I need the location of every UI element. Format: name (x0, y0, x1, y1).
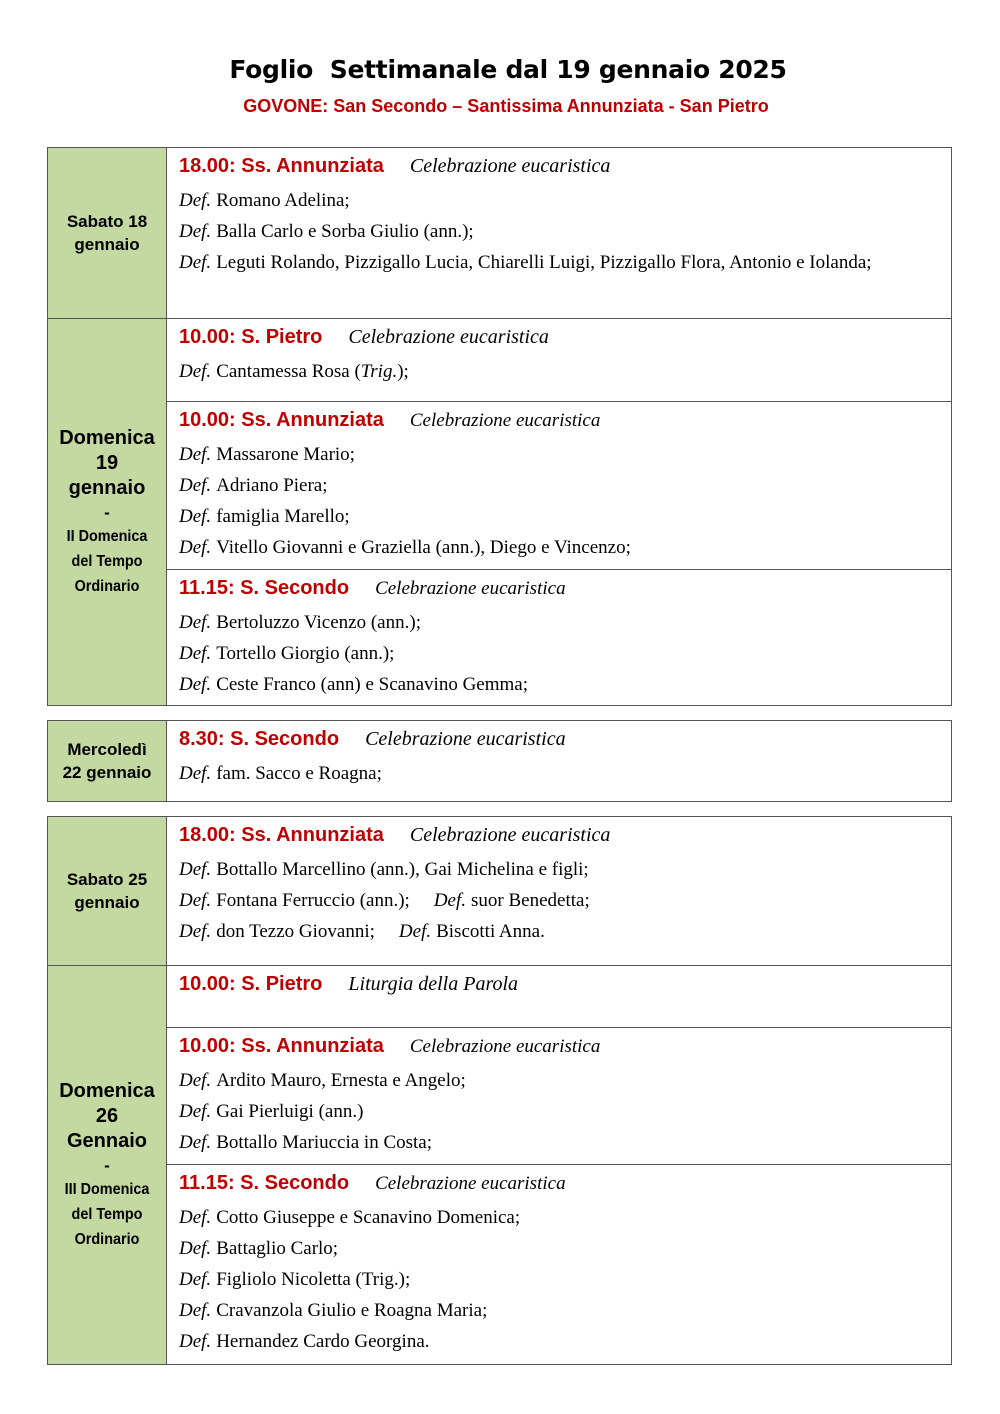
mass-time: 18.00: Ss. Annunziata (179, 824, 384, 846)
intention-line: Def. Bottallo Marcellino (ann.), Gai Michelina e figli; (179, 859, 589, 880)
intention-line: Def. Fontana Ferruccio (ann.); Def. suor Benedetta; (179, 890, 590, 911)
mass-time: 10.00: Ss. Annunziata (179, 409, 384, 431)
mass-rite: Celebrazione eucaristica (409, 410, 601, 431)
intention-line: Def. Battaglio Carlo; (179, 1238, 339, 1259)
schedule-row-sat18 (48, 148, 952, 319)
mass-rite: Celebrazione eucaristica (375, 578, 566, 599)
mass-time: 10.00: S. Pietro (179, 973, 323, 995)
mass-rite: Celebrazione eucaristica (409, 1036, 601, 1057)
intention-line: Def. Cantamessa Rosa (Trig.); (179, 361, 409, 382)
mass-rite: Celebrazione eucaristica (348, 326, 549, 348)
schedule-row-sun26-a (48, 966, 952, 1028)
intention-line: Def. Cotto Giuseppe e Scanavino Domenica; (179, 1207, 521, 1228)
mass-time: 18.00: Ss. Annunziata (179, 155, 384, 177)
mass-entry (167, 966, 952, 1028)
schedule-row-sun19-b (48, 402, 952, 570)
mass-entry (167, 402, 952, 570)
mass-rite: Celebrazione eucaristica (409, 155, 611, 177)
mass-entry (167, 148, 952, 319)
subtitle-churches: : San Secondo – Santissima Annunziata - San Pietro (322, 96, 769, 116)
intention-line: Def. Balla Carlo e Sorba Giulio (ann.); (179, 221, 474, 242)
day-cell-wed22: Mercoledì 22 gennaio (48, 721, 167, 802)
mass-entry (167, 1165, 952, 1365)
mass-rite: Celebrazione eucaristica (365, 728, 566, 750)
mass-entry (167, 817, 952, 966)
mass-time: 11.15: S. Secondo (179, 577, 350, 599)
intention-line: Def. Cravanzola Giulio e Roagna Maria; (179, 1300, 488, 1321)
intention-line: Def. Romano Adelina; (179, 190, 350, 211)
schedule-row-wed22 (48, 721, 952, 802)
mass-rite: Celebrazione eucaristica (409, 824, 611, 846)
day-cell-sun26: Domenica 26 Gennaio - III Domenica del Tempo Ordinario (48, 966, 167, 1365)
schedule-row-sun19-a (48, 319, 952, 402)
schedule-row-sun26-b (48, 1028, 952, 1165)
intention-line: Def. famiglia Marello; (179, 506, 350, 527)
intention-line: Def. Bertoluzzo Vicenzo (ann.); (179, 612, 421, 633)
intention-line: Def. Hernandez Cardo Georgina. (179, 1331, 430, 1352)
intention-line: Def. Figliolo Nicoletta (Trig.); (179, 1269, 411, 1290)
day-cell-sat25: Sabato 25 gennaio (48, 817, 167, 966)
mass-time: 8.30: S. Secondo (179, 728, 340, 750)
mass-rite: Celebrazione eucaristica (375, 1173, 566, 1194)
subtitle-town: GOVONE (243, 96, 323, 116)
day-cell-sun19: Domenica 19 gennaio - II Domenica del Tempo Ordinario (48, 319, 167, 706)
schedule-table-week1 (47, 147, 952, 706)
intention-line: Def. Adriano Piera; (179, 475, 328, 496)
intention-line: Def. Ceste Franco (ann) e Scanavino Gemma; (179, 674, 528, 695)
intention-line: Def. Bottallo Mariuccia in Costa; (179, 1132, 433, 1153)
mass-entry (167, 1028, 952, 1165)
schedule-row-sun19-c (48, 570, 952, 706)
intention-line: Def. Leguti Rolando, Pizzigallo Lucia, Chiarelli Luigi, Pizzigallo Flora, Antonio e Iolanda; (179, 252, 872, 273)
mass-entry (167, 570, 952, 706)
intention-line: Def. Gai Pierluigi (ann.) (179, 1101, 364, 1122)
schedule-row-sat25 (48, 817, 952, 966)
mass-time: 10.00: S. Pietro (179, 326, 323, 348)
schedule-table-midweek (47, 720, 952, 802)
day-cell-sat18: Sabato 18 gennaio (48, 148, 167, 319)
intention-line: Def. don Tezzo Giovanni; Def. Biscotti Anna. (179, 921, 545, 942)
schedule-table-week2 (47, 816, 952, 1365)
mass-time: 11.15: S. Secondo (179, 1172, 350, 1194)
intention-line: Def. Tortello Giorgio (ann.); (179, 643, 395, 664)
intention-line: Def. Massarone Mario; (179, 444, 355, 465)
intention-line: Def. Ardito Mauro, Ernesta e Angelo; (179, 1070, 466, 1091)
mass-entry (167, 721, 952, 802)
mass-entry (167, 319, 952, 402)
mass-time: 10.00: Ss. Annunziata (179, 1035, 384, 1057)
page-subtitle (0, 96, 1000, 117)
mass-rite: Liturgia della Parola (348, 973, 519, 995)
intention-line: Def. Vitello Giovanni e Graziella (ann.), Diego e Vincenzo; (179, 537, 631, 558)
intention-line: Def. fam. Sacco e Roagna; (179, 763, 382, 784)
page-title: Foglio Settimanale dal 19 gennaio 2025 (229, 55, 787, 84)
schedule-row-sun26-c (48, 1165, 952, 1365)
